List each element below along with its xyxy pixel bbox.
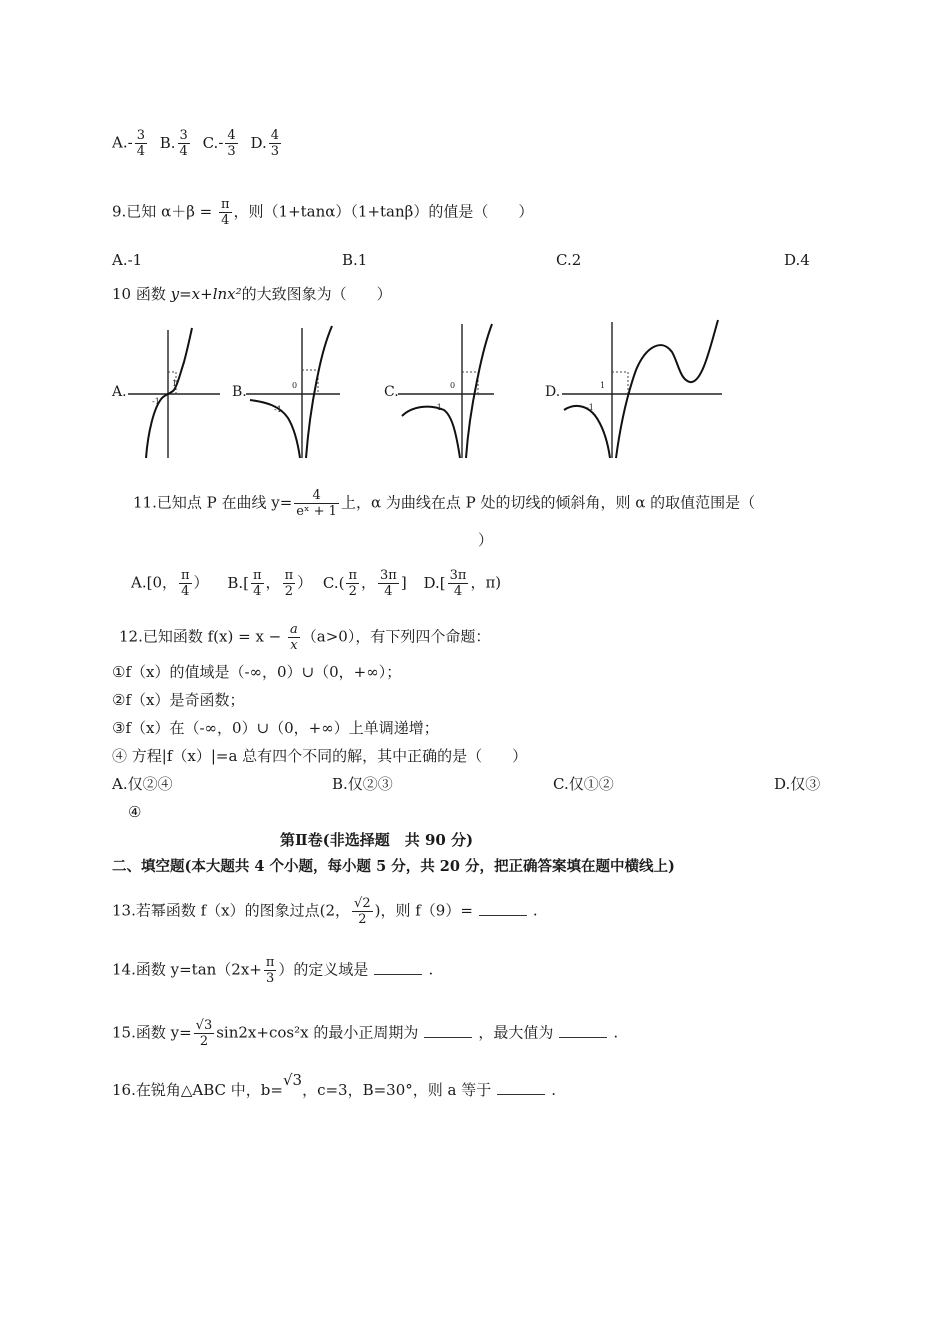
q12-opt-d: D.仅③ <box>774 775 821 793</box>
q12-prop-3: ③f（x）在（-∞，0）∪（0，+∞）上单调递增； <box>112 719 439 737</box>
graph-d-label: D. <box>545 384 561 400</box>
q12-opt-a: A.仅②④ <box>112 775 173 793</box>
q15: 15.函数 y= $\frac{√3}{2}$ sin2x+cos²x 的最小正周期为 ，最大值为 . <box>112 1018 619 1049</box>
q11-stem: 11.已知点 P 在曲线 y= $\frac{4}{\text{eˣ + 1}}$ 上，α 为曲线在点 P 处的切线的倾斜角，则 α 的取值范围是（ <box>133 488 756 519</box>
q12-stem: 12.已知函数 f(x) = x − $\frac{a}{x}$ （a>0），有下列四个命题： <box>119 622 491 653</box>
q9-opt-d: D.4 <box>784 251 810 269</box>
q12-prop-1: ①f（x）的值域是（-∞，0）∪（0，+∞）； <box>112 663 402 681</box>
q12-opt-b: B.仅②③ <box>332 775 393 793</box>
q12-prop-2: ②f（x）是奇函数； <box>112 691 245 709</box>
q12-frac: $\frac{a}{x}$ <box>290 622 298 653</box>
svg-text:-1: -1 <box>586 403 594 412</box>
q9-opt-b: B.1 <box>342 251 368 269</box>
graph-a-label: A. <box>112 384 127 400</box>
q8-c-frac: $\frac{4}{3}$ <box>227 128 236 159</box>
q13-answer-blank[interactable] <box>479 901 527 916</box>
graph-c <box>398 320 494 458</box>
q11-options: A.[0， $\frac{\pi}{4}$ ） B.[ $\frac{\pi}{4}$ ， $\frac{\pi}{2}$ ） C.( $\frac{\pi}{2}$ ， $\frac{3\pi}{4}$ ] D.[ $\frac{3\pi}{4}$ ，π) <box>131 568 502 599</box>
section-heading: 二、填空题(本大题共 4 个小题，每小题 5 分，共 20 分，把正确答案填在题中横线上) <box>112 858 675 875</box>
q14-answer-blank[interactable] <box>374 960 422 975</box>
q15-answer-blank-2[interactable] <box>559 1023 607 1038</box>
svg-text:0: 0 <box>292 381 298 390</box>
graph-d <box>562 318 722 458</box>
q16: 16.在锐角△ABC 中，b=√3，c=3，B=30°，则 a 等于 . <box>112 1071 557 1099</box>
q9-opt-a: A.-1 <box>112 251 143 269</box>
q12-prop-4: ④ 方程|f（x）|=a 总有四个不同的解，其中正确的是（ ） <box>112 747 528 765</box>
q13: 13.若幂函数 f（x）的图象过点(2， $\frac{√2}{2}$ )，则 f（9）= . <box>112 896 538 927</box>
q9-pi-frac: $\frac{\pi}{4}$ <box>221 197 230 228</box>
q11-frac: $\frac{4}{\text{eˣ + 1}}$ <box>296 488 337 519</box>
q16-answer-blank[interactable] <box>497 1080 545 1095</box>
q8-d-frac: $\frac{4}{3}$ <box>270 128 280 159</box>
q10-stem: 10 函数 y=x+lnx²的大致图象为（ ） <box>112 285 392 303</box>
q11-stem-end: ） <box>478 531 494 549</box>
q8-options: A.- $\frac{3}{4}$ B. $\frac{3}{4}$ C.- $\frac{4}{3}$ D. $\frac{4}{3}$ <box>112 128 280 159</box>
q8-b-frac: $\frac{3}{4}$ <box>179 128 188 159</box>
svg-text:-1: -1 <box>434 403 442 412</box>
q14: 14.函数 y=tan（2x+ $\frac{\pi}{3}$ ）的定义域是 . <box>112 955 434 986</box>
svg-text:1: 1 <box>600 381 606 390</box>
graph-b <box>246 322 340 458</box>
q9-stem: 9.已知 α＋β = $\frac{\pi}{4}$ ，则（1+tanα）（1+tanβ）的值是（ ） <box>112 197 534 228</box>
svg-text:0: 0 <box>450 381 456 390</box>
svg-text:1: 1 <box>172 379 178 388</box>
graph-b-label: B. <box>232 384 247 400</box>
svg-text:-1: -1 <box>274 405 282 414</box>
section-title: 第Ⅱ卷(非选择题 共 90 分) <box>280 831 474 849</box>
graph-a <box>128 322 220 458</box>
q9-opt-c: C.2 <box>556 251 582 269</box>
q12-opt-d-wrap: ④ <box>128 803 142 821</box>
graph-c-label: C. <box>384 384 399 400</box>
q15-answer-blank-1[interactable] <box>424 1023 472 1038</box>
svg-text:-1: -1 <box>152 397 160 406</box>
q8-a-frac: $\frac{3}{4}$ <box>136 128 145 159</box>
q12-opt-c: C.仅①② <box>553 775 614 793</box>
